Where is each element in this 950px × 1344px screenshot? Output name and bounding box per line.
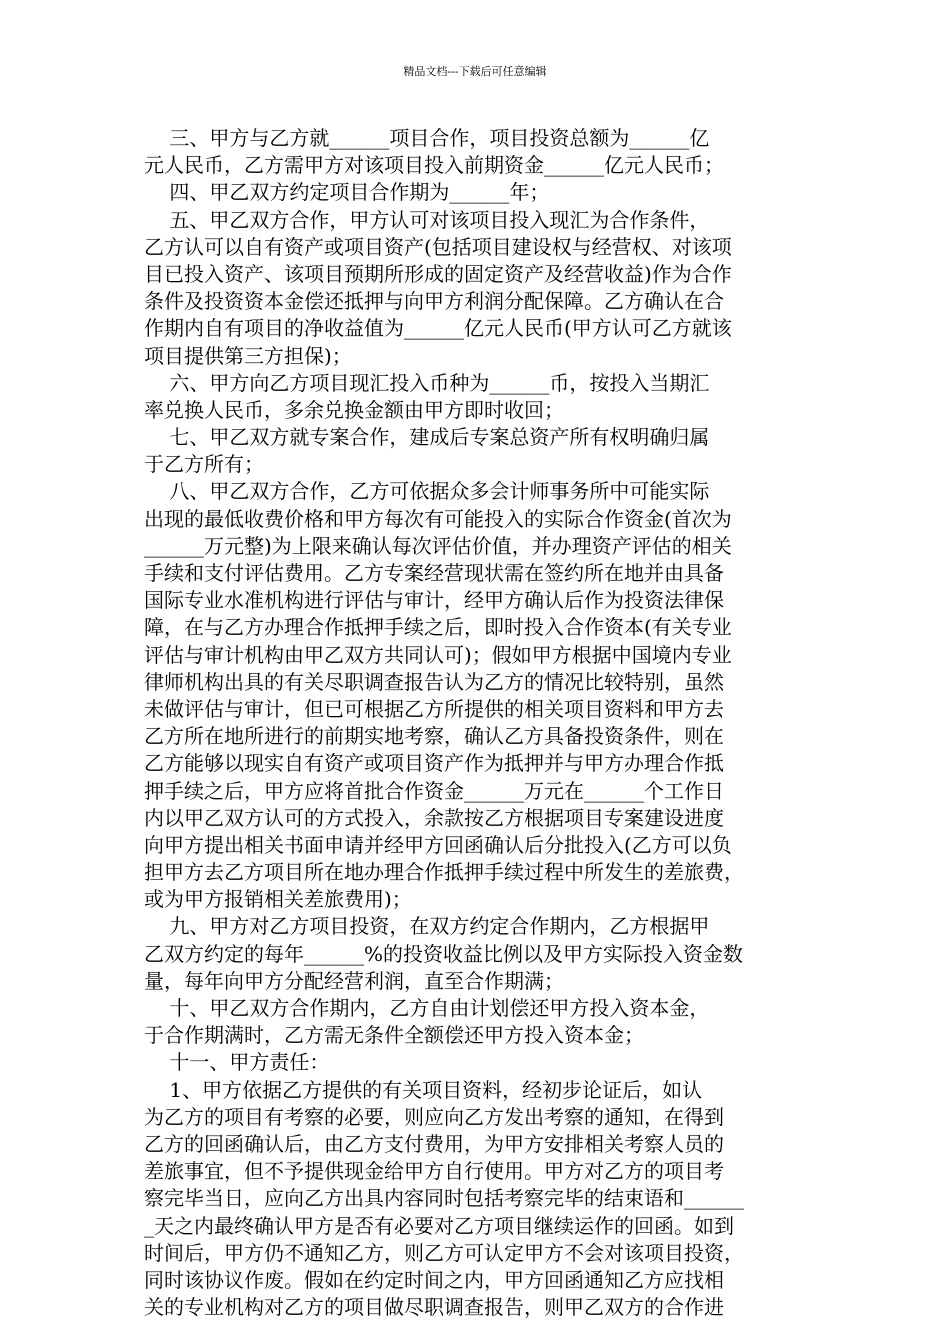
text-line: 目已投入资产、该项目预期所形成的固定资产及经营收益)作为合作 [144,261,732,286]
text-line: _天之内最终确认甲方是否有必要对乙方项目继续运作的回函。如到 [144,1213,734,1238]
text-line: 为乙方的项目有考察的必要，则应向乙方发出考察的通知，在得到 [144,1104,724,1129]
text-line: 1、甲方依据乙方提供的有关项目资料，经初步论证后，如认 [144,1077,703,1102]
text-line: 于乙方所有； [144,452,264,477]
text-line: 同时该协议作废。假如在约定时间之内，甲方回函通知乙方应找相 [144,1267,724,1292]
text-line: 九、甲方对乙方项目投资，在双方约定合作期内，乙方根据甲 [144,914,710,939]
text-line: 乙方所在地所进行的前期实地考察，确认乙方具备投资条件，则在 [144,724,724,749]
text-line: 向甲方提出相关书面申请并经甲方回函确认后分批投入(乙方可以负 [144,832,732,857]
text-line: 障，在与乙方办理合作抵押手续之后，即时投入合作资本(有关专业 [144,615,732,640]
text-line: 量，每年向甲方分配经营利润，直至合作期满； [144,968,564,993]
text-line: 手续和支付评估费用。乙方专案经营现状需在签约所在地并由具备 [144,561,724,585]
text-line: 察完毕当日，应向乙方出具内容同时包括考察完毕的结束语和______ [144,1186,744,1211]
page-header: 精品文档---下载后可任意编辑 [403,65,547,78]
text-line: 或为甲方报销相关差旅费用)； [144,887,412,912]
text-line: ______万元整)为上限来确认每次评估价值，并办理资产评估的相关 [144,533,732,558]
text-line: 三、甲方与乙方就______项目合作，项目投资总额为______亿 [144,126,710,150]
text-line: 于合作期满时，乙方需无条件全额偿还甲方投入资本金； [144,1023,644,1048]
text-line: 作期内自有项目的净收益值为______亿元人民币(甲方认可乙方就该 [144,316,732,341]
text-line: 十一、甲方责任： [144,1050,330,1075]
text-line: 担甲方去乙方项目所在地办理合作抵押手续过程中所发生的差旅费， [144,860,744,885]
text-line: 条件及投资资本金偿还抵押与向甲方利润分配保障。乙方确认在合 [144,289,724,314]
text-line: 十、甲乙双方合作期内，乙方自由计划偿还甲方投入资本金， [144,996,710,1020]
text-line: 出现的最低收费价格和甲方每次有可能投入的实际合作资金(首次为 [144,506,732,531]
text-line: 国际专业水准机构进行评估与审计，经甲方确认后作为投资法律保 [144,588,724,613]
text-line: 五、甲乙双方合作，甲方认可对该项目投入现汇为合作条件， [144,207,710,232]
text-line: 乙方认可以自有资产或项目资产(包括项目建设权与经营权、对该项 [144,234,732,259]
text-line: 乙方能够以现实自有资产或项目资产作为抵押并与甲方办理合作抵 [144,751,724,776]
document-body [144,125,808,1321]
text-line: 率兑换人民币，多余兑换金额由甲方即时收回； [144,397,564,422]
text-line: 乙双方约定的每年______%的投资收益比例以及甲方实际投入资金数 [144,941,744,966]
text-line: 时间后，甲方仍不通知乙方，则乙方可认定甲方不会对该项目投资， [144,1240,744,1265]
text-line: 项目提供第三方担保)； [144,343,352,368]
text-line: 元人民币，乙方需甲方对该项目投入前期资金______亿元人民币； [144,153,724,178]
text-line: 乙方的回函确认后，由乙方支付费用，为甲方安排相关考察人员的 [144,1131,724,1156]
text-line: 七、甲乙双方就专案合作，建成后专案总资产所有权明确归属 [144,425,710,450]
text-line: 八、甲乙双方合作，乙方可依据众多会计师事务所中可能实际 [144,479,710,504]
text-line: 押手续之后，甲方应将首批合作资金______万元在______个工作日 [144,778,724,803]
text-line: 内以甲乙双方认可的方式投入，余款按乙方根据项目专案建设进度 [144,805,724,830]
text-line: 四、甲乙双方约定项目合作期为______年； [144,180,550,205]
text-line: 差旅事宜，但不予提供现金给甲方自行使用。甲方对乙方的项目考 [144,1159,724,1184]
text-line: 关的专业机构对乙方的项目做尽职调查报告，则甲乙双方的合作进 [144,1295,724,1320]
text-line: 律师机构出具的有关尽职调查报告认为乙方的情况比较特别，虽然 [144,669,724,694]
text-line: 六、甲方向乙方项目现汇投入币种为______币，按投入当期汇 [144,370,710,395]
text-line: 未做评估与审计，但已可根据乙方所提供的相关项目资料和甲方去 [144,696,724,721]
text-line: 评估与审计机构由甲乙双方共同认可)；假如甲方根据中国境内专业 [144,642,732,667]
